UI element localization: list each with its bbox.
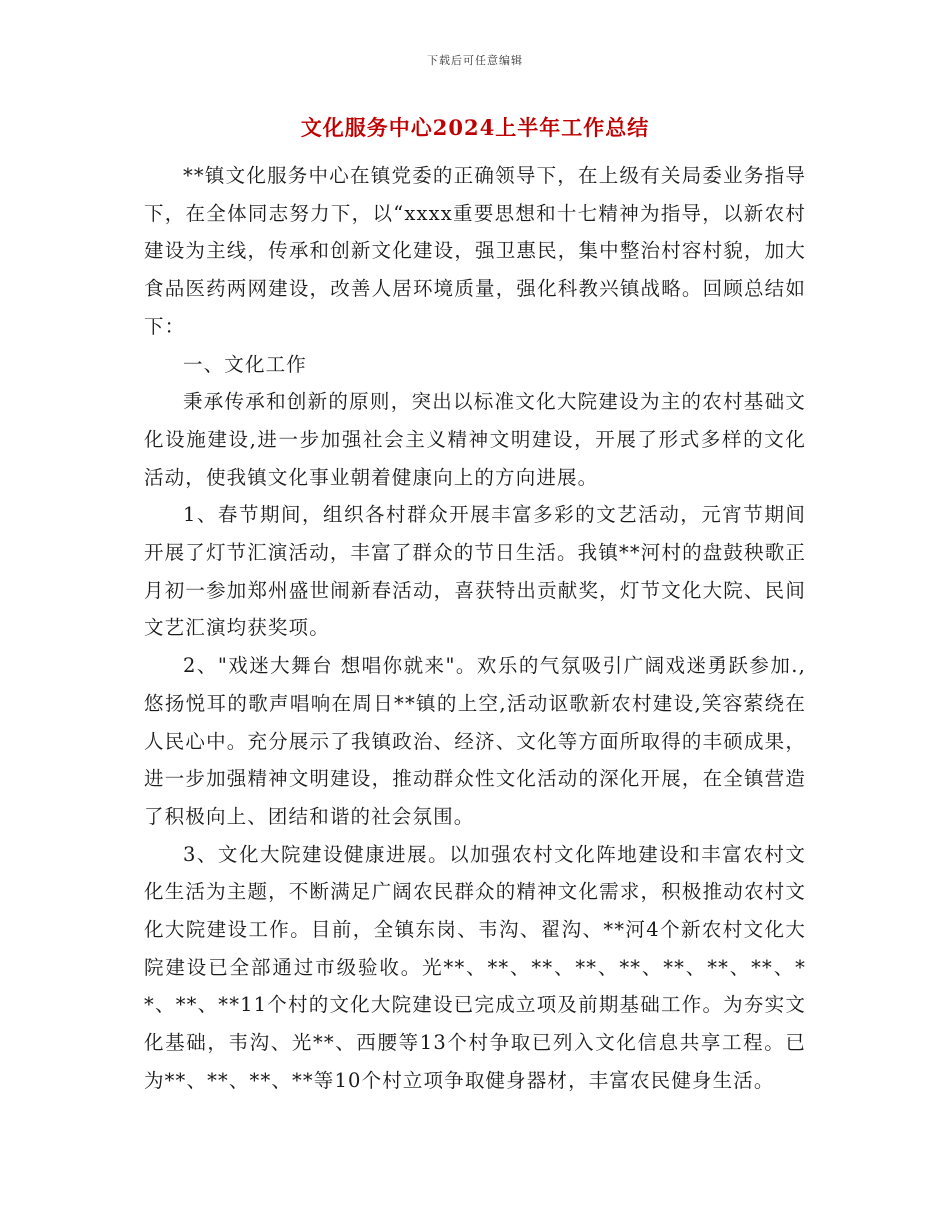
- document-title: 文化服务中心2024上半年工作总结: [300, 115, 650, 140]
- paragraph-item-2: 2、"戏迷大舞台 想唱你就来"。欢乐的气氛吸引广阔戏迷勇跃参加.,悠扬悦耳的歌声唱响在周日**镇的上空,活动讴歌新农村建设,笑容萦绕在人民心中。充分展示了我镇政治、经济、文化等方面所取得的丰硕成果，进一步加强精神文明建设，推动群众性文化活动的深化开展，在全镇营造了积极向上、团结和谐的社会氛围。: [144, 654, 806, 828]
- document-body: [144, 157, 806, 1100]
- section-heading-culture: 一、文化工作: [183, 352, 307, 376]
- header-note: 下载后可任意编辑: [427, 54, 523, 67]
- paragraph-intro: **镇文化服务中心在镇党委的正确领导下，在上级有关局委业务指导下，在全体同志努力下，以“xxxx重要思想和十七精神为指导，以新农村建设为主线，传承和创新文化建设，强卫惠民，集中整治村容村貌，加大食品医药两网建设，改善人居环境质量，强化科教兴镇战略。回顾总结如下：: [144, 164, 806, 338]
- paragraph-item-3: 3、文化大院建设健康进展。以加强农村文化阵地建设和丰富农村文化生活为主题，不断满足广阔农民群众的精神文化需求，积极推动农村文化大院建设工作。目前，全镇东岗、韦沟、翟沟、**河4个新农村文化大院建设已全部通过市级验收。光**、**、**、**、**、**、**、**、**、**、**11个村的文化大院建设已完成立项及前期基础工作。为夯实文化基础，韦沟、光**、西腰等13个村争取已列入文化信息共享工程。已为**、**、**、**等10个村立项争取健身器材，丰富农民健身生活。: [144, 842, 806, 1092]
- paragraph-item-1: 1、春节期间，组织各村群众开展丰富多彩的文艺活动，元宵节期间开展了灯节汇演活动，丰富了群众的节日生活。我镇**河村的盘鼓秧歌正月初一参加郑州盛世闹新春活动，喜获特出贡献奖，灯节文化大院、民间文艺汇演均获奖项。: [144, 503, 806, 640]
- paragraph-culture-overview: 秉承传承和创新的原则，突出以标准文化大院建设为主的农村基础文化设施建设,进一步加强社会主义精神文明建设，开展了形式多样的文化活动，使我镇文化事业朝着健康向上的方向进展。: [144, 390, 806, 489]
